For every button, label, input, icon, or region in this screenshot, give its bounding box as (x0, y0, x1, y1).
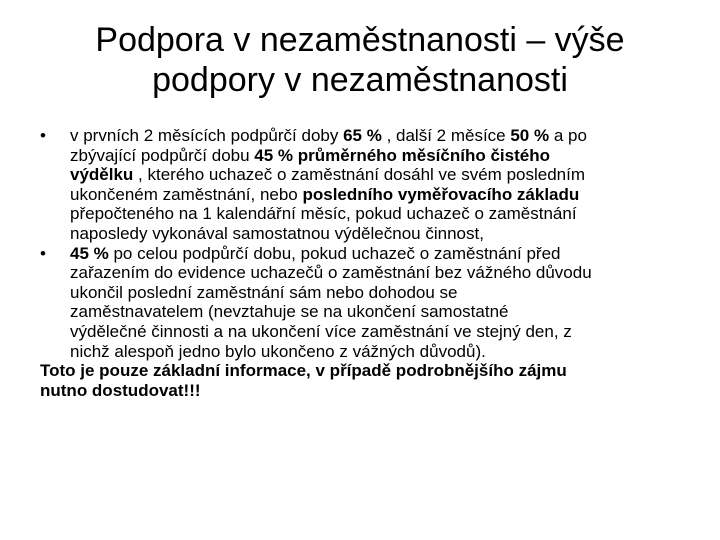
assessment-base-text: posledního vyměřovacího základu (302, 184, 580, 204)
slide-content (40, 126, 680, 400)
rate-50: 50 % (510, 126, 550, 145)
bullet-2-line-2: zařazením do evidence uchazečů o zaměstnání bez vážného důvodu (70, 263, 592, 283)
bullet-1-line-3: výdělku , kterého uchazeč o zaměstnání dosáhl ve svém posledním (70, 165, 585, 185)
rate-65: 65 % (343, 126, 382, 145)
bullet-1-line-4: ukončeném zaměstnání, nebo posledního vyměřovacího základu (70, 184, 580, 204)
bullet-2-line-3: ukončil poslední zaměstnání sám nebo dohodou se (70, 282, 458, 302)
bullet-1-line-1: v prvních 2 měsících podpůrčí doby 65 % , další 2 měsíce 50 % a po (70, 126, 587, 145)
rate-45-average-income: 45 % průměrného měsíčního čistého (254, 145, 550, 165)
slide-title (40, 20, 680, 100)
bullet-1-line-6: naposledy vykonával samostatnou výdělečnou činnost, (70, 223, 484, 243)
bullet-item-2 (40, 244, 680, 362)
bullet-2-line-5: výdělečné činnosti a na ukončení více zaměstnání ve stejný den, z (70, 321, 572, 341)
bullet-1-line-5: přepočteného na 1 kalendářní měsíc, pokud uchazeč o zaměstnání (70, 204, 577, 224)
bullet-icon: • (40, 243, 46, 263)
rate-45: 45 % (70, 243, 109, 263)
bullet-icon: • (40, 126, 46, 145)
bullet-2-line-4: zaměstnavatelem (nevztahuje se na ukončení samostatné (70, 302, 509, 322)
title-line-1: Podpora v nezaměstnanosti – výše (95, 21, 625, 59)
note-line-1: Toto je pouze základní informace, v případě podrobnějšího zájmu (40, 361, 567, 381)
note-line-2: nutno dostudovat!!! (40, 380, 201, 400)
bullet-2-line-6: nichž alespoň jedno bylo ukončeno z vážných důvodů). (70, 341, 486, 361)
bullet-2-line-1: 45 % po celou podpůrčí dobu, pokud uchazeč o zaměstnání před (70, 243, 561, 263)
bullet-1-line-2: zbývající podpůrčí dobu 45 % průměrného měsíčního čistého (70, 145, 550, 165)
title-line-2: podpory v nezaměstnanosti (152, 61, 568, 99)
bullet-item-1 (40, 126, 680, 244)
note-paragraph (40, 361, 680, 400)
